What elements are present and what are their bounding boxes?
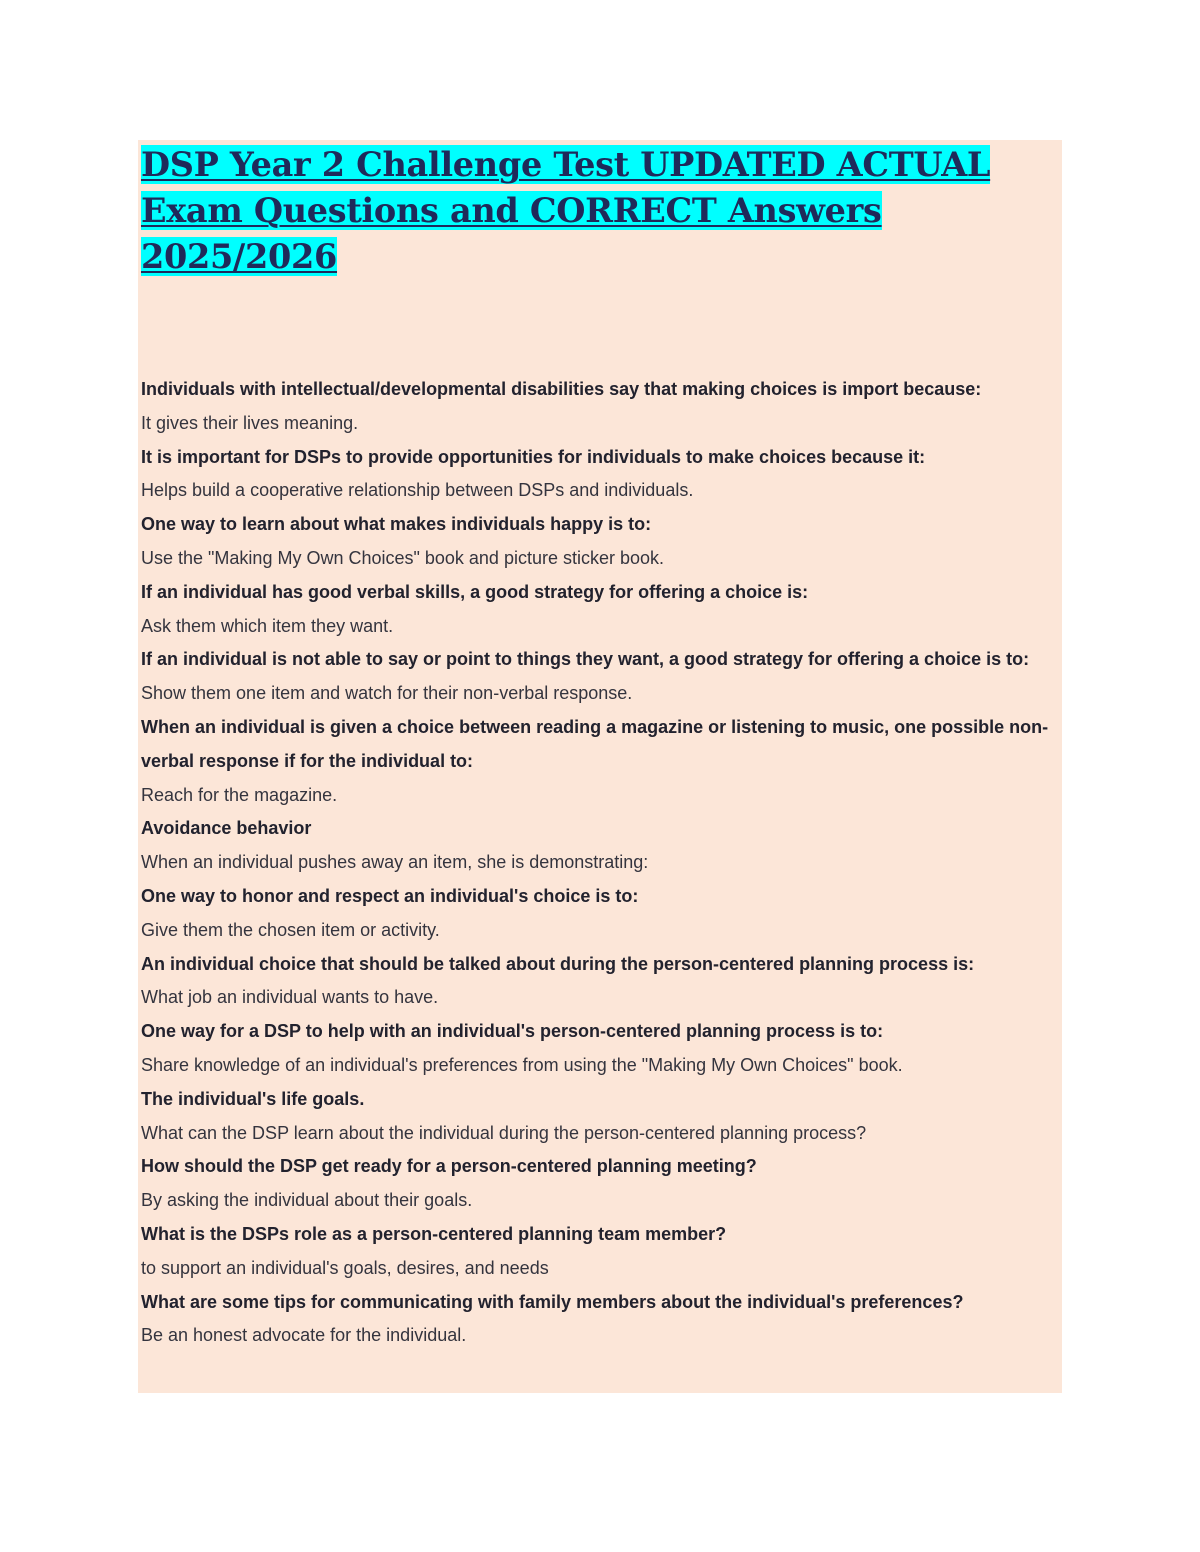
answer-12: By asking the individual about their goals. xyxy=(141,1190,473,1211)
question-11: The individual's life goals. xyxy=(141,1088,365,1109)
answer-13: to support an individual's goals, desires, and needs xyxy=(141,1257,549,1278)
answer-6: Reach for the magazine. xyxy=(141,784,338,805)
question-1: Individuals with intellectual/developmental disabilities say that making choices is import because: xyxy=(141,379,982,399)
answer-4: Ask them which item they want. xyxy=(141,615,394,636)
question-14: What are some tips for communicating with family members about the individual's preferences? xyxy=(141,1291,964,1312)
answer-3: Use the "Making My Own Choices" book and picture sticker book. xyxy=(141,547,665,568)
question-12: How should the DSP get ready for a person-centered planning meeting? xyxy=(141,1156,757,1177)
answer-14: Be an honest advocate for the individual. xyxy=(141,1325,467,1346)
question-3: One way to learn about what makes individuals happy is to: xyxy=(141,514,652,535)
question-10: One way for a DSP to help with an individual's person-centered planning process is to: xyxy=(141,1021,884,1042)
answer-2: Helps build a cooperative relationship between DSPs and individuals. xyxy=(141,480,694,501)
question-9: An individual choice that should be talked about during the person-centered planning process is: xyxy=(141,953,975,974)
question-5: If an individual is not able to say or point to things they want, a good strategy for offering a choice is to: xyxy=(141,649,1030,670)
answer-7: When an individual pushes away an item, she is demonstrating: xyxy=(141,852,649,873)
answer-11: What can the DSP learn about the individual during the person-centered planning process? xyxy=(141,1122,867,1143)
question-4: If an individual has good verbal skills, a good strategy for offering a choice is: xyxy=(141,581,809,602)
question-7: Avoidance behavior xyxy=(141,818,312,839)
question-6: When an individual is given a choice between reading a magazine or listening to music, one possible non-verbal response if for the individual to: xyxy=(141,716,1049,771)
answer-1: It gives their lives meaning. xyxy=(141,412,359,433)
answer-8: Give them the chosen item or activity. xyxy=(141,919,440,940)
document-title-text: DSP Year 2 Challenge Test UPDATED ACTUAL Exam Questions and CORRECT Answers 2025/2026 xyxy=(141,145,991,276)
answer-10: Share knowledge of an individual's preferences from using the "Making My Own Choices" book. xyxy=(141,1054,903,1075)
qa-list xyxy=(141,373,1059,1353)
question-2: It is important for DSPs to provide opportunities for individuals to make choices because it: xyxy=(141,446,926,467)
question-13: What is the DSPs role as a person-centered planning team member? xyxy=(141,1223,727,1244)
answer-5: Show them one item and watch for their non-verbal response. xyxy=(141,683,633,704)
question-8: One way to honor and respect an individual's choice is to: xyxy=(141,885,639,906)
answer-9: What job an individual wants to have. xyxy=(141,987,439,1008)
document-title xyxy=(141,142,1056,280)
